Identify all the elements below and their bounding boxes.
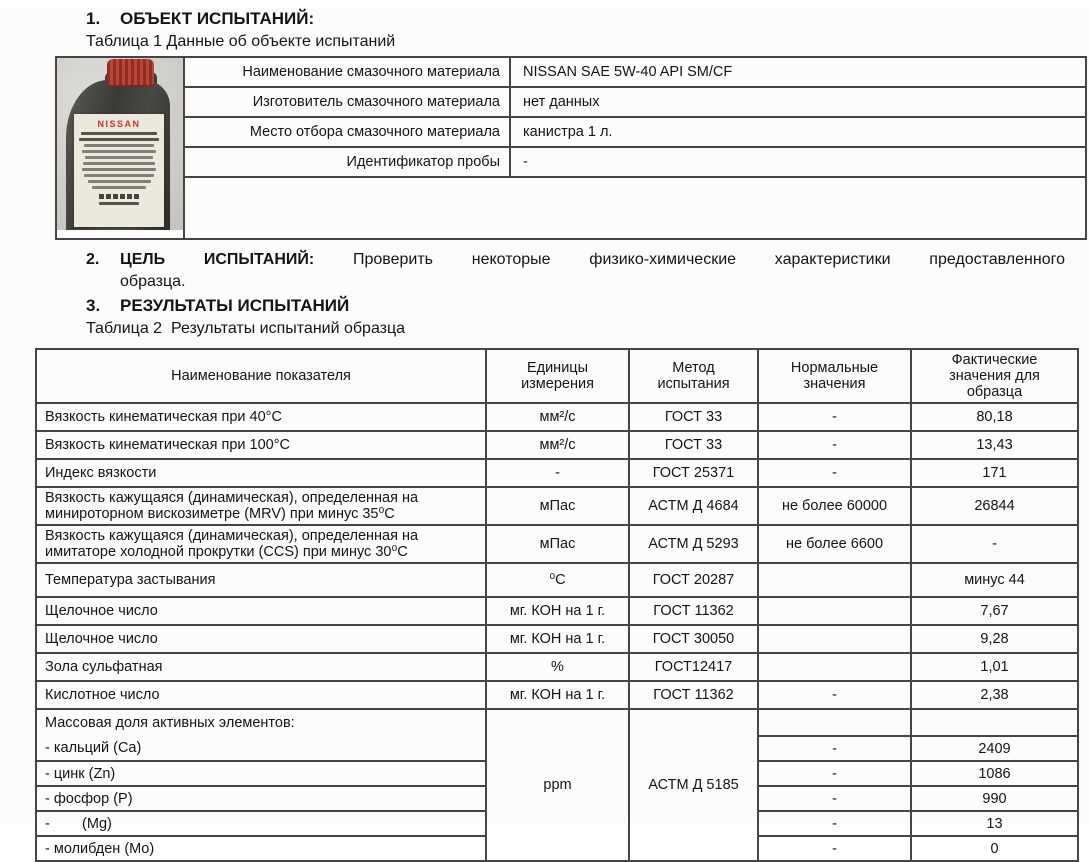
- label-text-line: [82, 168, 156, 171]
- normal-value-cell: -: [758, 836, 911, 861]
- certification-icons: [74, 194, 164, 199]
- method-cell: ГОСТ 11362: [629, 597, 758, 625]
- indicator-name-cell: Вязкость кинематическая при 100°С: [36, 431, 486, 459]
- label-text-line: [84, 174, 154, 177]
- actual-value-cell: 13: [911, 811, 1078, 836]
- section-3-number: 3.: [86, 296, 101, 315]
- table-row: [36, 653, 1078, 681]
- method-cell: ГОСТ 20287: [629, 563, 758, 597]
- indicator-name-cell: - кальций (Ca): [36, 736, 486, 761]
- method-cell: ГОСТ 33: [629, 431, 758, 459]
- bottle-cap: [107, 59, 154, 85]
- table-row: [36, 403, 1078, 431]
- empty-cell: [184, 177, 1086, 239]
- bottle-label: [74, 114, 164, 227]
- label-text-line: [84, 144, 154, 147]
- unit-cell: мПас: [486, 487, 629, 525]
- column-header: Единицы измерения: [486, 349, 629, 403]
- section-2-text: [120, 249, 1065, 293]
- actual-value-cell: минус 44: [911, 563, 1078, 597]
- indicator-name-cell: Щелочное число: [36, 597, 486, 625]
- indicator-name-cell: - (Mg): [36, 811, 486, 836]
- actual-value-cell: -: [911, 525, 1078, 563]
- normal-value-cell: -: [758, 431, 911, 459]
- field-value: NISSAN SAE 5W-40 API SM/CF: [510, 57, 1086, 87]
- label-text-line: [83, 162, 155, 165]
- field-label: Место отбора смазочного материала: [184, 117, 510, 147]
- normal-value-cell: -: [758, 811, 911, 836]
- table-row: [56, 177, 1086, 239]
- normal-value-cell: -: [758, 786, 911, 811]
- section-3-heading: [86, 295, 1089, 316]
- table-row: [36, 431, 1078, 459]
- actual-value-cell: 1086: [911, 761, 1078, 786]
- table-row: [36, 597, 1078, 625]
- barcode-line: [99, 202, 140, 205]
- actual-value-cell: 9,28: [911, 625, 1078, 653]
- section-2-number: 2.: [86, 251, 100, 268]
- column-header: Фактические значения для образца: [911, 349, 1078, 403]
- normal-value-cell: -: [758, 736, 911, 761]
- column-header: Наименование показателя: [36, 349, 486, 403]
- table-row: [56, 57, 1086, 87]
- unit-cell: мг. КОН на 1 г.: [486, 625, 629, 653]
- group-label-cell: Массовая доля активных элементов:: [36, 709, 486, 736]
- unit-cell: мм²/с: [486, 431, 629, 459]
- method-cell: ГОСТ 11362: [629, 681, 758, 709]
- section-2: [86, 249, 1089, 293]
- column-header: Метод испытания: [629, 349, 758, 403]
- section-2-line-1: ЦЕЛЬ ИСПЫТАНИЙ: Проверить некоторые физико-химические характеристики предоставленного: [120, 251, 1065, 268]
- section-3-title: РЕЗУЛЬТАТЫ ИСПЫТАНИЙ: [120, 296, 350, 315]
- indicator-name-cell: - цинк (Zn): [36, 761, 486, 786]
- photo-cell: [56, 57, 184, 239]
- normal-value-cell: [758, 597, 911, 625]
- actual-value-cell: 2,38: [911, 681, 1078, 709]
- normal-value-cell: -: [758, 403, 911, 431]
- method-cell: АСТМ Д 5185: [629, 709, 758, 861]
- actual-value-cell: 2409: [911, 736, 1078, 761]
- table-2-caption: Таблица 2 Результаты испытаний образца: [86, 320, 406, 337]
- table-row: [36, 487, 1078, 525]
- indicator-name-cell: Температура застывания: [36, 563, 486, 597]
- field-label: Наименование смазочного материала: [184, 57, 510, 87]
- actual-value-cell: 171: [911, 459, 1078, 487]
- actual-value-cell: 13,43: [911, 431, 1078, 459]
- section-2-title: ЦЕЛЬ ИСПЫТАНИЙ:: [120, 251, 315, 268]
- label-text-line: [82, 150, 156, 153]
- indicator-name-cell: - молибден (Mo): [36, 836, 486, 861]
- method-cell: ГОСТ 25371: [629, 459, 758, 487]
- indicator-name-cell: Вязкость кажущаяся (динамическая), определенная на имитаторе холодной прокрутки (CCS) при минус 30⁰С: [36, 525, 486, 563]
- indicator-name-cell: Кислотное число: [36, 681, 486, 709]
- indicator-name-cell: Вязкость кинематическая при 40°С: [36, 403, 486, 431]
- method-cell: ГОСТ 30050: [629, 625, 758, 653]
- actual-value-cell: 7,67: [911, 597, 1078, 625]
- indicator-name-cell: Зола сульфатная: [36, 653, 486, 681]
- method-cell: АСТМ Д 5293: [629, 525, 758, 563]
- field-value: канистра 1 л.: [510, 117, 1086, 147]
- unit-cell: мг. КОН на 1 г.: [486, 597, 629, 625]
- normal-value-cell: -: [758, 761, 911, 786]
- table-row: [36, 563, 1078, 597]
- method-cell: АСТМ Д 4684: [629, 487, 758, 525]
- results-table: [35, 348, 1079, 862]
- actual-value-cell: 1,01: [911, 653, 1078, 681]
- table-1-caption: Таблица 1 Данные об объекте испытаний: [86, 33, 396, 50]
- section-1-heading: [86, 8, 1089, 29]
- scanned-test-report-page: [0, 8, 1089, 857]
- normal-value-cell: -: [758, 681, 911, 709]
- actual-value-cell: 80,18: [911, 403, 1078, 431]
- header-row: [36, 349, 1078, 403]
- table-row: [56, 87, 1086, 117]
- label-text-line: [92, 186, 146, 189]
- label-text-line: [81, 132, 158, 135]
- column-header: Нормальные значения: [758, 349, 911, 403]
- field-label: Идентификатор пробы: [184, 147, 510, 177]
- unit-cell: мПас: [486, 525, 629, 563]
- normal-value-cell: [758, 625, 911, 653]
- normal-value-cell: [758, 563, 911, 597]
- table-row: [36, 525, 1078, 563]
- unit-cell: мм²/с: [486, 403, 629, 431]
- section-1-number: 1.: [86, 9, 101, 28]
- normal-value-cell: [758, 653, 911, 681]
- unit-cell: -: [486, 459, 629, 487]
- table-row: [56, 117, 1086, 147]
- method-cell: ГОСТ12417: [629, 653, 758, 681]
- actual-value-cell: 990: [911, 786, 1078, 811]
- section-1-title: ОБЪЕКТ ИСПЫТАНИЙ:: [120, 9, 315, 28]
- unit-cell: мг. КОН на 1 г.: [486, 681, 629, 709]
- group-header-row: [36, 709, 1078, 736]
- label-text-line: [85, 156, 153, 159]
- normal-value-cell: не более 6600: [758, 525, 911, 563]
- actual-value-cell: 0: [911, 836, 1078, 861]
- section-2-line-2: образца.: [120, 273, 186, 290]
- object-table: [55, 56, 1087, 240]
- indicator-name-cell: Индекс вязкости: [36, 459, 486, 487]
- brand-text: NISSAN: [97, 119, 141, 129]
- table-row: [36, 625, 1078, 653]
- table-row: [36, 681, 1078, 709]
- method-cell: ГОСТ 33: [629, 403, 758, 431]
- indicator-name-cell: - фосфор (P): [36, 786, 486, 811]
- oil-bottle-photo: [57, 58, 183, 230]
- unit-cell: ppm: [486, 709, 629, 861]
- label-text-line: [79, 138, 158, 141]
- actual-value-cell: 26844: [911, 487, 1078, 525]
- normal-value-cell: не более 60000: [758, 487, 911, 525]
- normal-value-cell: -: [758, 459, 911, 487]
- field-label: Изготовитель смазочного материала: [184, 87, 510, 117]
- actual-value-cell: [911, 709, 1078, 736]
- unit-cell: ⁰С: [486, 563, 629, 597]
- field-value: нет данных: [510, 87, 1086, 117]
- table-row: [56, 147, 1086, 177]
- indicator-name-cell: Вязкость кажущаяся (динамическая), определенная на минироторном вискозиметре (MRV) при минус 35⁰С: [36, 487, 486, 525]
- field-value: -: [510, 147, 1086, 177]
- indicator-name-cell: Щелочное число: [36, 625, 486, 653]
- label-text-line: [88, 180, 151, 183]
- unit-cell: %: [486, 653, 629, 681]
- table-row: [36, 459, 1078, 487]
- normal-value-cell: [758, 709, 911, 736]
